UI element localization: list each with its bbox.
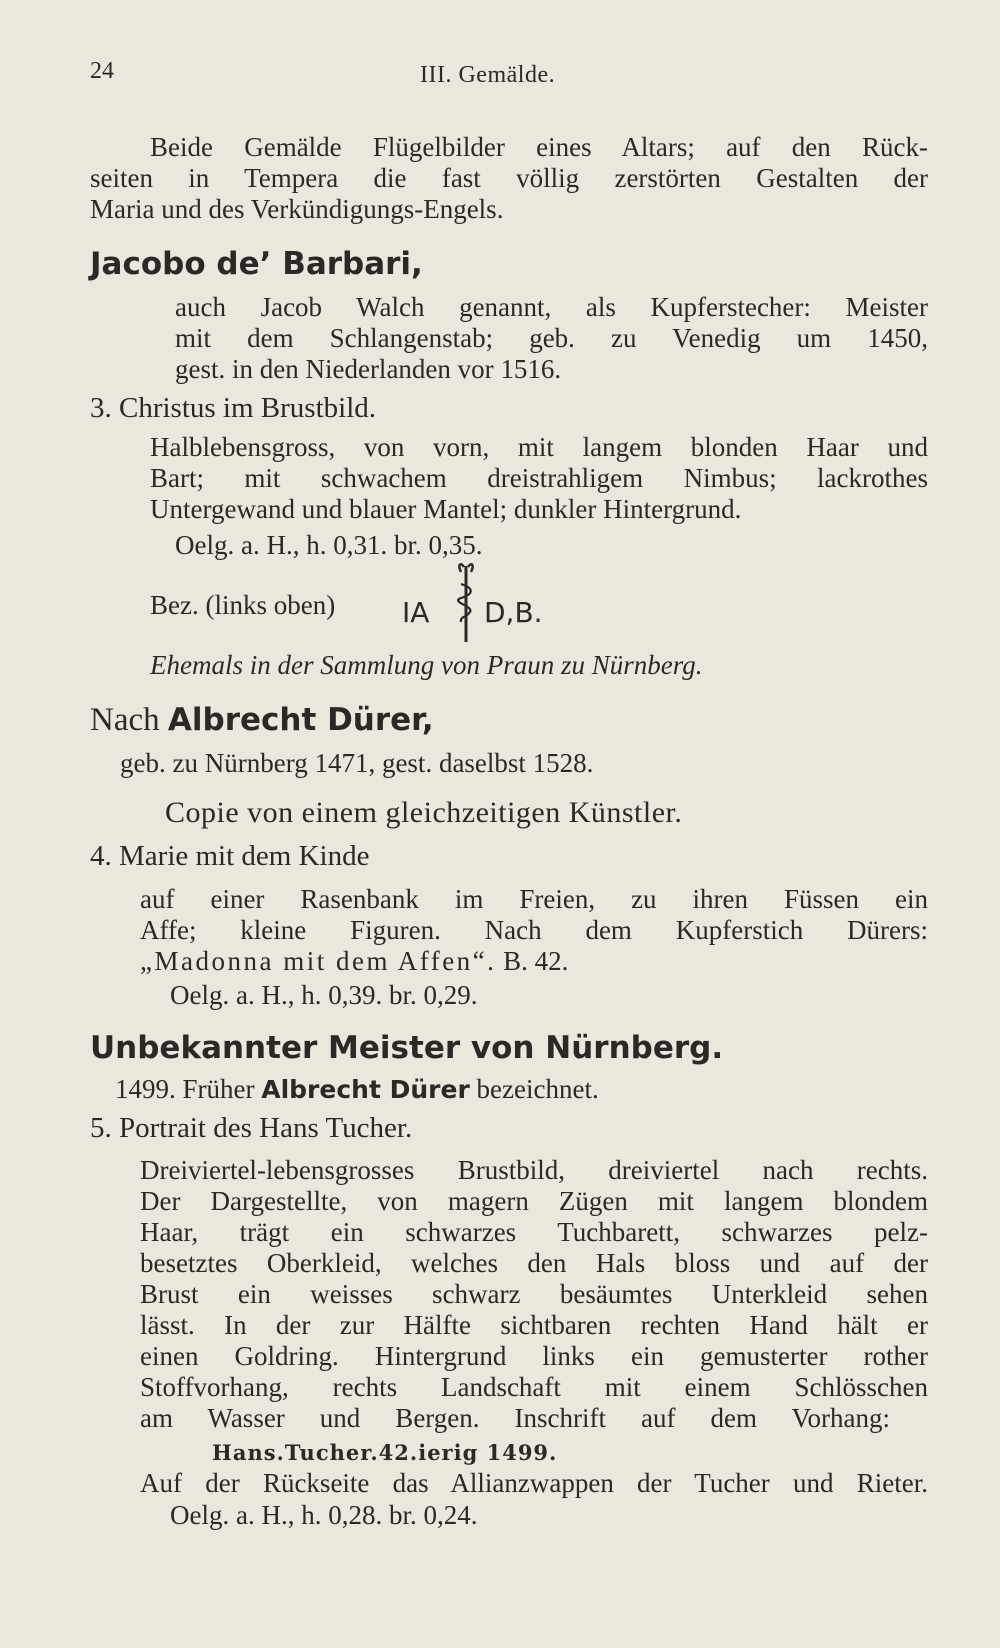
item-5-desc-line-5: Brust ein weisses schwarz besäumtes Unterkleid sehen: [140, 1279, 928, 1309]
item-5-desc-line-8: Stoffvorhang, rechts Landschaft mit einem Schlösschen: [140, 1372, 928, 1402]
intro-line-2: seiten in Tempera die fast völlig zerstörten Gestalten der: [90, 163, 928, 193]
item-4-quote-line: [140, 946, 568, 977]
intro-line-1: Beide Gemälde Flügelbilder eines Altars; auf den Rück-: [150, 132, 928, 162]
monogram-left: IA: [402, 596, 430, 629]
item-5-desc-line-4: besetztes Oberkleid, welches den Hals bloss und auf der: [140, 1248, 928, 1278]
item-5-desc-line-6: lässt. In der zur Hälfte sichtbaren rechten Hand hält er: [140, 1310, 928, 1340]
monogram-right: D,B.: [484, 596, 543, 629]
item-3-provenance: Ehemals in der Sammlung von Praun zu Nürnberg.: [150, 650, 703, 680]
item-3-signature-label: Bez. (links oben): [150, 590, 336, 620]
artist-3-note-suffix: bezeichnet.: [476, 1074, 599, 1104]
artist-name: Albrecht Dürer,: [167, 702, 434, 738]
running-header: III. Gemälde.: [420, 62, 556, 88]
item-number: 3.: [90, 392, 112, 424]
item-5-desc-line-9: am Wasser und Bergen. Inschrift auf dem Vorhang:: [140, 1403, 890, 1433]
item-5-desc-line-1: Dreiviertel-lebensgrosses Brustbild, dreiviertel nach rechts.: [140, 1155, 928, 1185]
item-5-desc-line-7: einen Goldring. Hintergrund links ein gemusterter rother: [140, 1341, 928, 1371]
artist-heading-duerer: [90, 702, 434, 739]
item-4-quote: „Madonna mit dem Affen“.: [140, 946, 497, 976]
artist-bio-line-1: auch Jacob Walch genannt, als Kupferstecher: Meister: [175, 292, 928, 322]
copy-note: Copie von einem gleichzeitigen Künstler.: [165, 796, 683, 829]
artist-2-bio: geb. zu Nürnberg 1471, gest. daselbst 1528.: [120, 748, 594, 778]
item-5-dimensions: Oelg. a. H., h. 0,28. br. 0,24.: [170, 1500, 478, 1530]
item-number: 5.: [90, 1112, 112, 1144]
item-5-inscription: Hans.Tucher.42.ierig 1499.: [212, 1440, 558, 1465]
artist-bio-line-2: mit dem Schlangenstab; geb. zu Venedig um 1450,: [175, 323, 928, 353]
item-3-desc-line-1: Halblebensgross, von vorn, mit langem blonden Haar und: [150, 432, 928, 462]
item-4-desc-line-1: auf einer Rasenbank im Freien, zu ihren Füssen ein: [140, 884, 928, 914]
caduceus-icon: [452, 562, 480, 646]
item-3-dimensions: Oelg. a. H., h. 0,31. br. 0,35.: [175, 530, 483, 560]
item-4-desc-line-2: Affe; kleine Figuren. Nach dem Kupferstich Dürers:: [140, 915, 928, 945]
page-number: 24: [90, 58, 114, 84]
item-3-desc-line-2: Bart; mit schwachem dreistrahligem Nimbus; lackrothes: [150, 463, 928, 493]
artist-3-year: 1499.: [115, 1074, 176, 1104]
artist-3-note-name: Albrecht Dürer: [261, 1075, 470, 1104]
item-3-heading: [90, 392, 376, 425]
item-4-heading: [90, 840, 369, 873]
intro-line-3: Maria und des Verkündigungs-Engels.: [90, 194, 504, 224]
item-3-desc-line-3: Untergewand und blauer Mantel; dunkler Hintergrund.: [150, 494, 742, 524]
artist-heading-unbekannter: Unbekannter Meister von Nürnberg.: [90, 1030, 724, 1066]
item-5-desc-line-3: Haar, trägt ein schwarzes Tuchbarett, schwarzes pelz-: [140, 1217, 928, 1247]
item-5-reverse: Auf der Rückseite das Allianzwappen der Tucher und Rieter.: [140, 1468, 928, 1498]
item-title: Christus im Brustbild.: [119, 392, 377, 424]
item-number: 4.: [90, 840, 112, 872]
item-4-ref: B. 42.: [503, 946, 569, 976]
artist-3-note-prefix: Früher: [182, 1074, 255, 1104]
item-5-desc-line-2: Der Dargestellte, von magern Zügen mit langem blondem: [140, 1186, 928, 1216]
artist-3-note: [115, 1074, 599, 1105]
artist-heading-barbari: Jacobo de’ Barbari,: [90, 246, 423, 282]
item-4-dimensions: Oelg. a. H., h. 0,39. br. 0,29.: [170, 980, 478, 1010]
artist-bio-line-3: gest. in den Niederlanden vor 1516.: [175, 354, 562, 384]
item-title: Portrait des Hans Tucher.: [119, 1112, 413, 1144]
artist-prefix: Nach: [90, 702, 160, 738]
item-5-heading: [90, 1112, 412, 1145]
item-title: Marie mit dem Kinde: [119, 840, 370, 872]
